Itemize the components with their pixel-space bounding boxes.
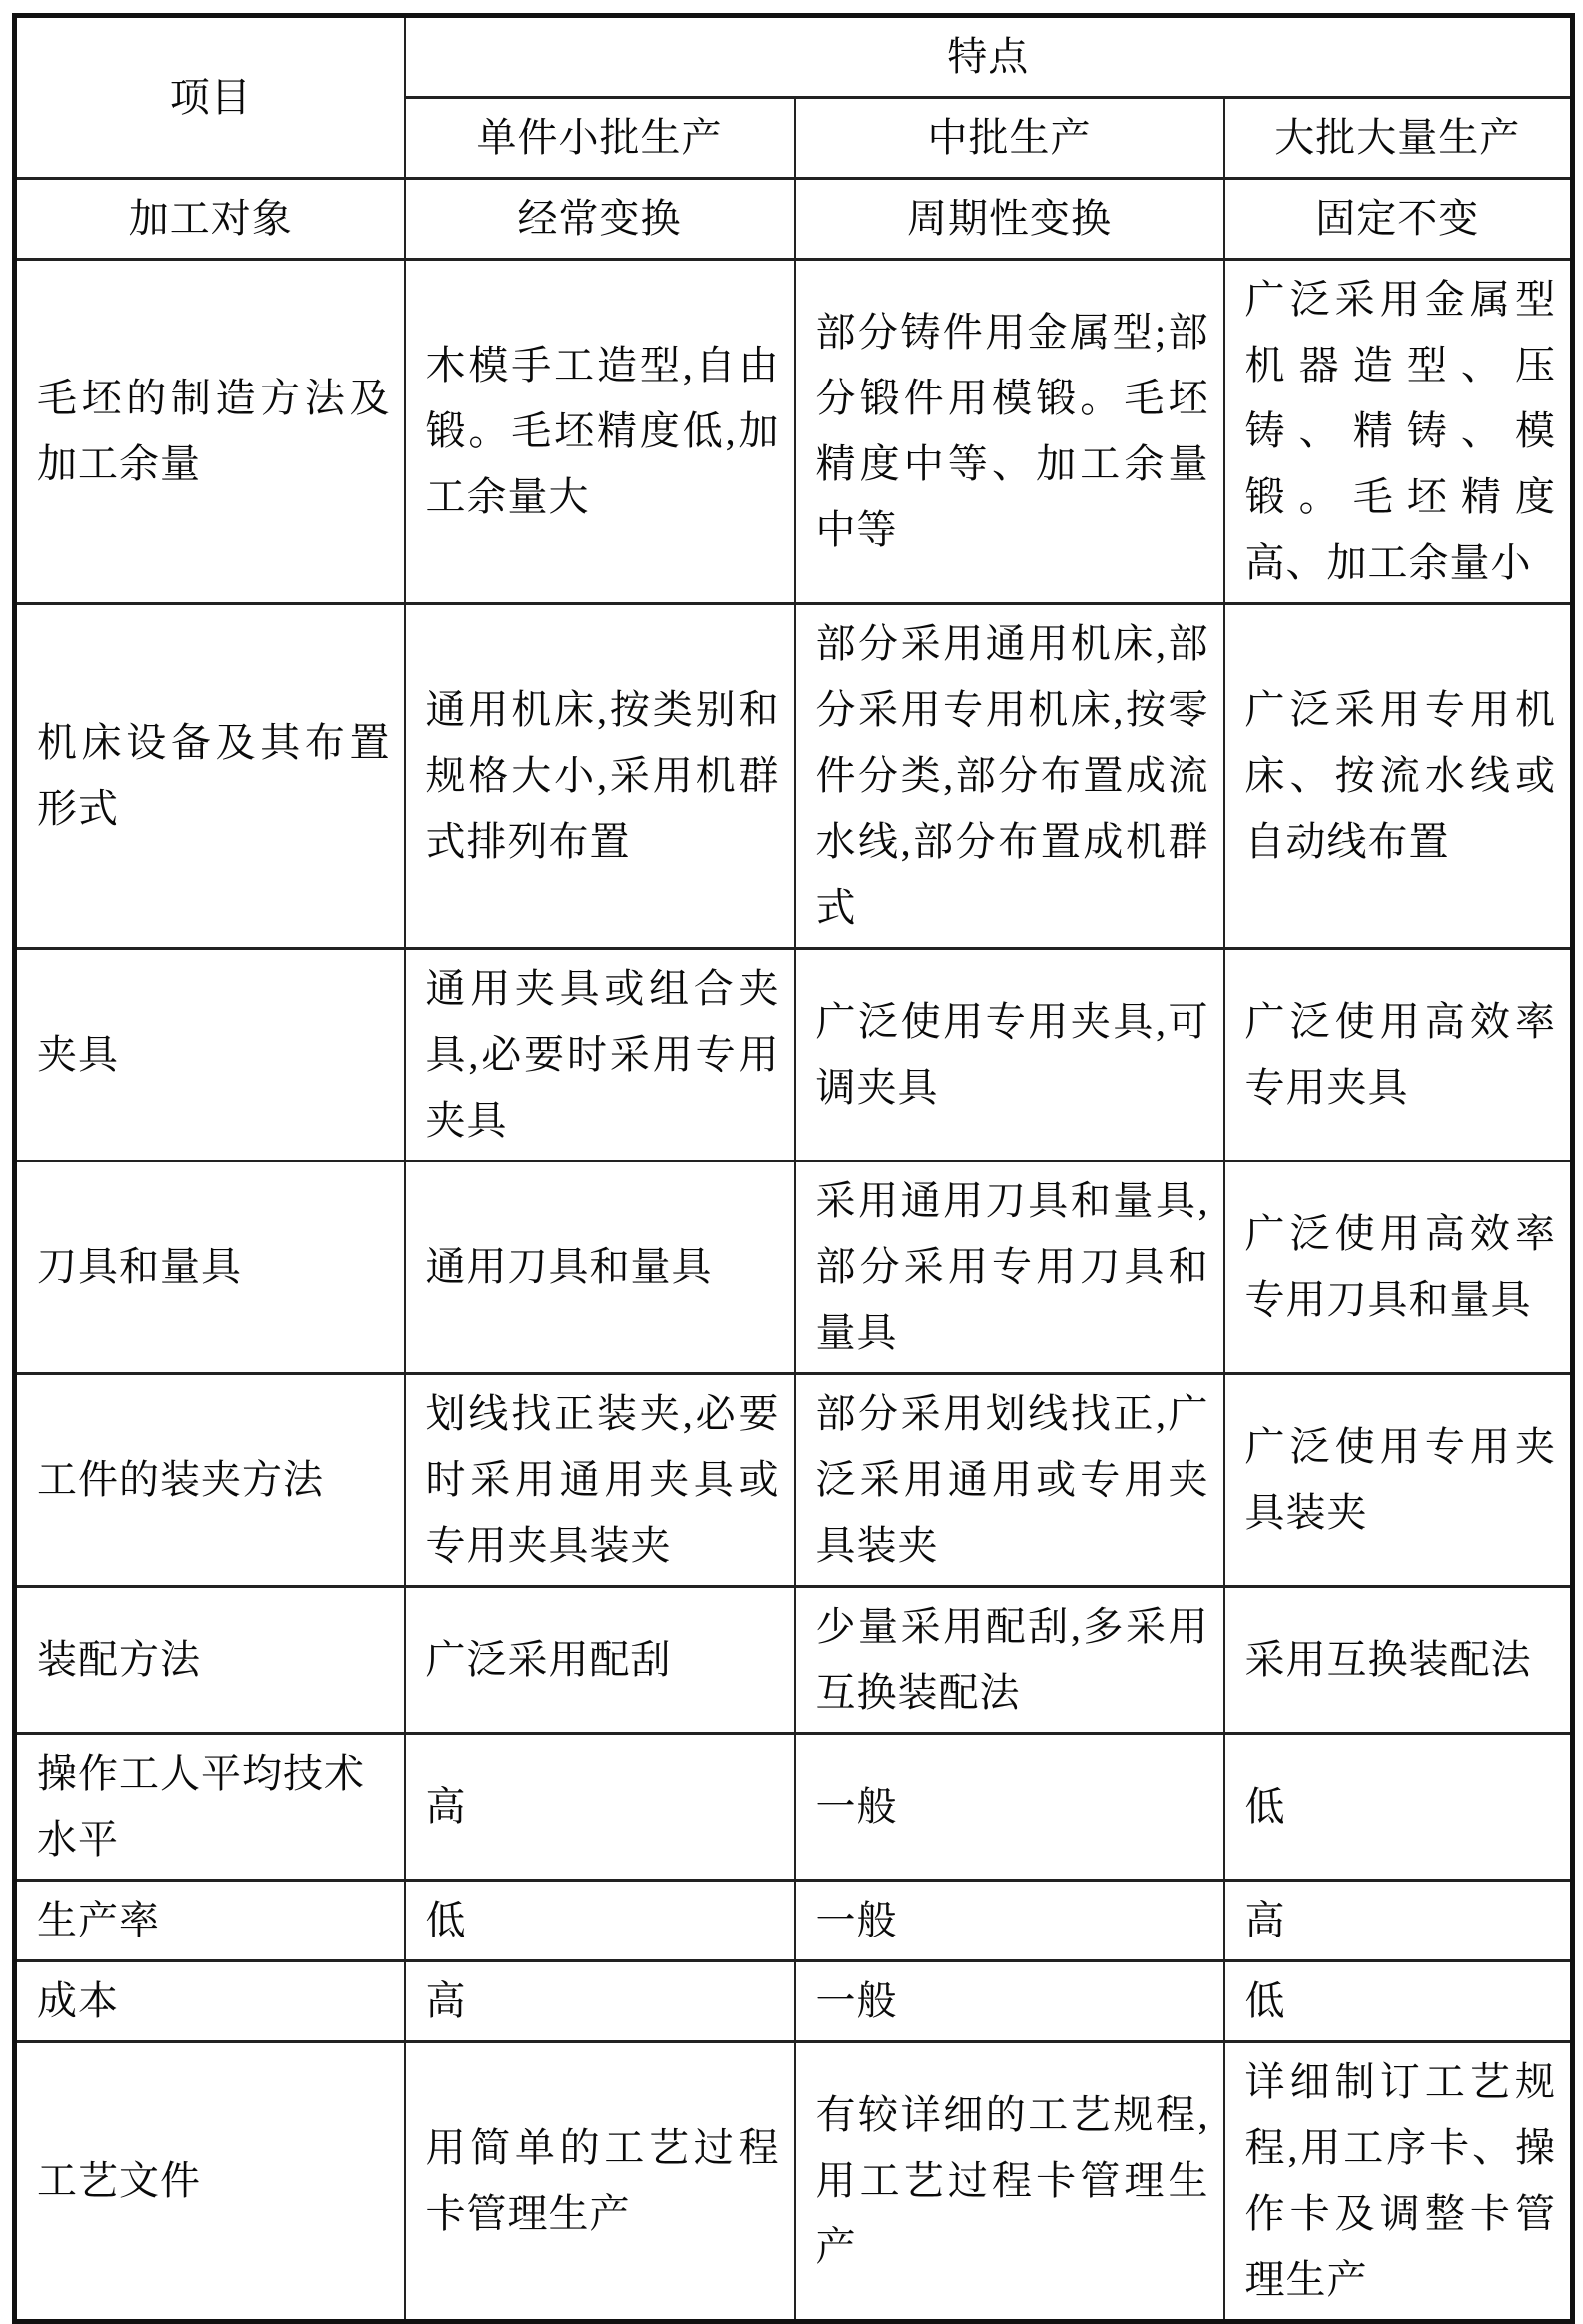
value-cell: 一般 [795,1734,1224,1881]
value-cell: 广泛采用专用机床、按流水线或自动线布置 [1224,604,1573,949]
value-cell: 用简单的工艺过程卡管理生产 [405,2042,795,2322]
value-cell: 低 [405,1881,795,1961]
item-cell: 生产率 [15,1881,405,1961]
table-row [15,260,1573,604]
value-cell: 广泛使用专用夹具,可调夹具 [795,949,1224,1162]
value-cell: 部分采用划线找正,广泛采用通用或专用夹具装夹 [795,1374,1224,1587]
table-row [15,2042,1573,2322]
col-header-single-small-batch: 单件小批生产 [405,98,795,179]
value-cell: 固定不变 [1224,179,1573,260]
value-cell: 广泛使用专用夹具装夹 [1224,1374,1573,1587]
table-row [15,1162,1573,1374]
value-cell: 少量采用配刮,多采用互换装配法 [795,1587,1224,1734]
col-header-mass-production: 大批大量生产 [1224,98,1573,179]
value-cell: 通用机床,按类别和规格大小,采用机群式排列布置 [405,604,795,949]
value-cell: 广泛使用高效率专用夹具 [1224,949,1573,1162]
item-cell: 机床设备及其布置形式 [15,604,405,949]
table-row [15,179,1573,260]
item-header-cell: 项目 [15,16,405,179]
item-cell: 工艺文件 [15,2042,405,2322]
value-cell: 木模手工造型,自由锻。毛坯精度低,加工余量大 [405,260,795,604]
value-cell: 详细制订工艺规程,用工序卡、操作卡及调整卡管理生产 [1224,2042,1573,2322]
item-cell: 工件的装夹方法 [15,1374,405,1587]
item-cell: 夹具 [15,949,405,1162]
feature-header-cell: 特点 [405,16,1573,98]
value-cell: 采用互换装配法 [1224,1587,1573,1734]
table-row [15,1374,1573,1587]
production-type-comparison-table [12,13,1575,2324]
item-cell: 装配方法 [15,1587,405,1734]
table-row [15,1961,1573,2042]
table-row [15,604,1573,949]
table-row [15,949,1573,1162]
item-cell: 刀具和量具 [15,1162,405,1374]
value-cell: 通用刀具和量具 [405,1162,795,1374]
value-cell: 经常变换 [405,179,795,260]
item-cell: 操作工人平均技术水平 [15,1734,405,1881]
value-cell: 广泛采用配刮 [405,1587,795,1734]
value-cell: 周期性变换 [795,179,1224,260]
value-cell: 一般 [795,1961,1224,2042]
value-cell: 采用通用刀具和量具,部分采用专用刀具和量具 [795,1162,1224,1374]
table-row [15,1734,1573,1881]
table-row [15,1587,1573,1734]
value-cell: 一般 [795,1881,1224,1961]
value-cell: 高 [1224,1881,1573,1961]
value-cell: 高 [405,1734,795,1881]
table-row [15,1881,1573,1961]
value-cell: 有较详细的工艺规程,用工艺过程卡管理生产 [795,2042,1224,2322]
value-cell: 部分采用通用机床,部分采用专用机床,按零件分类,部分布置成流水线,部分布置成机群式 [795,604,1224,949]
value-cell: 划线找正装夹,必要时采用通用夹具或专用夹具装夹 [405,1374,795,1587]
col-header-medium-batch: 中批生产 [795,98,1224,179]
header-row-feature [15,16,1573,98]
value-cell: 广泛使用高效率专用刀具和量具 [1224,1162,1573,1374]
value-cell: 通用夹具或组合夹具,必要时采用专用夹具 [405,949,795,1162]
item-cell: 毛坯的制造方法及加工余量 [15,260,405,604]
item-cell: 成本 [15,1961,405,2042]
value-cell: 部分铸件用金属型;部分锻件用模锻。毛坯精度中等、加工余量中等 [795,260,1224,604]
value-cell: 低 [1224,1961,1573,2042]
value-cell: 低 [1224,1734,1573,1881]
value-cell: 高 [405,1961,795,2042]
item-cell: 加工对象 [15,179,405,260]
value-cell: 广泛采用金属型机器造型、压铸、精铸、模锻。毛坯精度高、加工余量小 [1224,260,1573,604]
